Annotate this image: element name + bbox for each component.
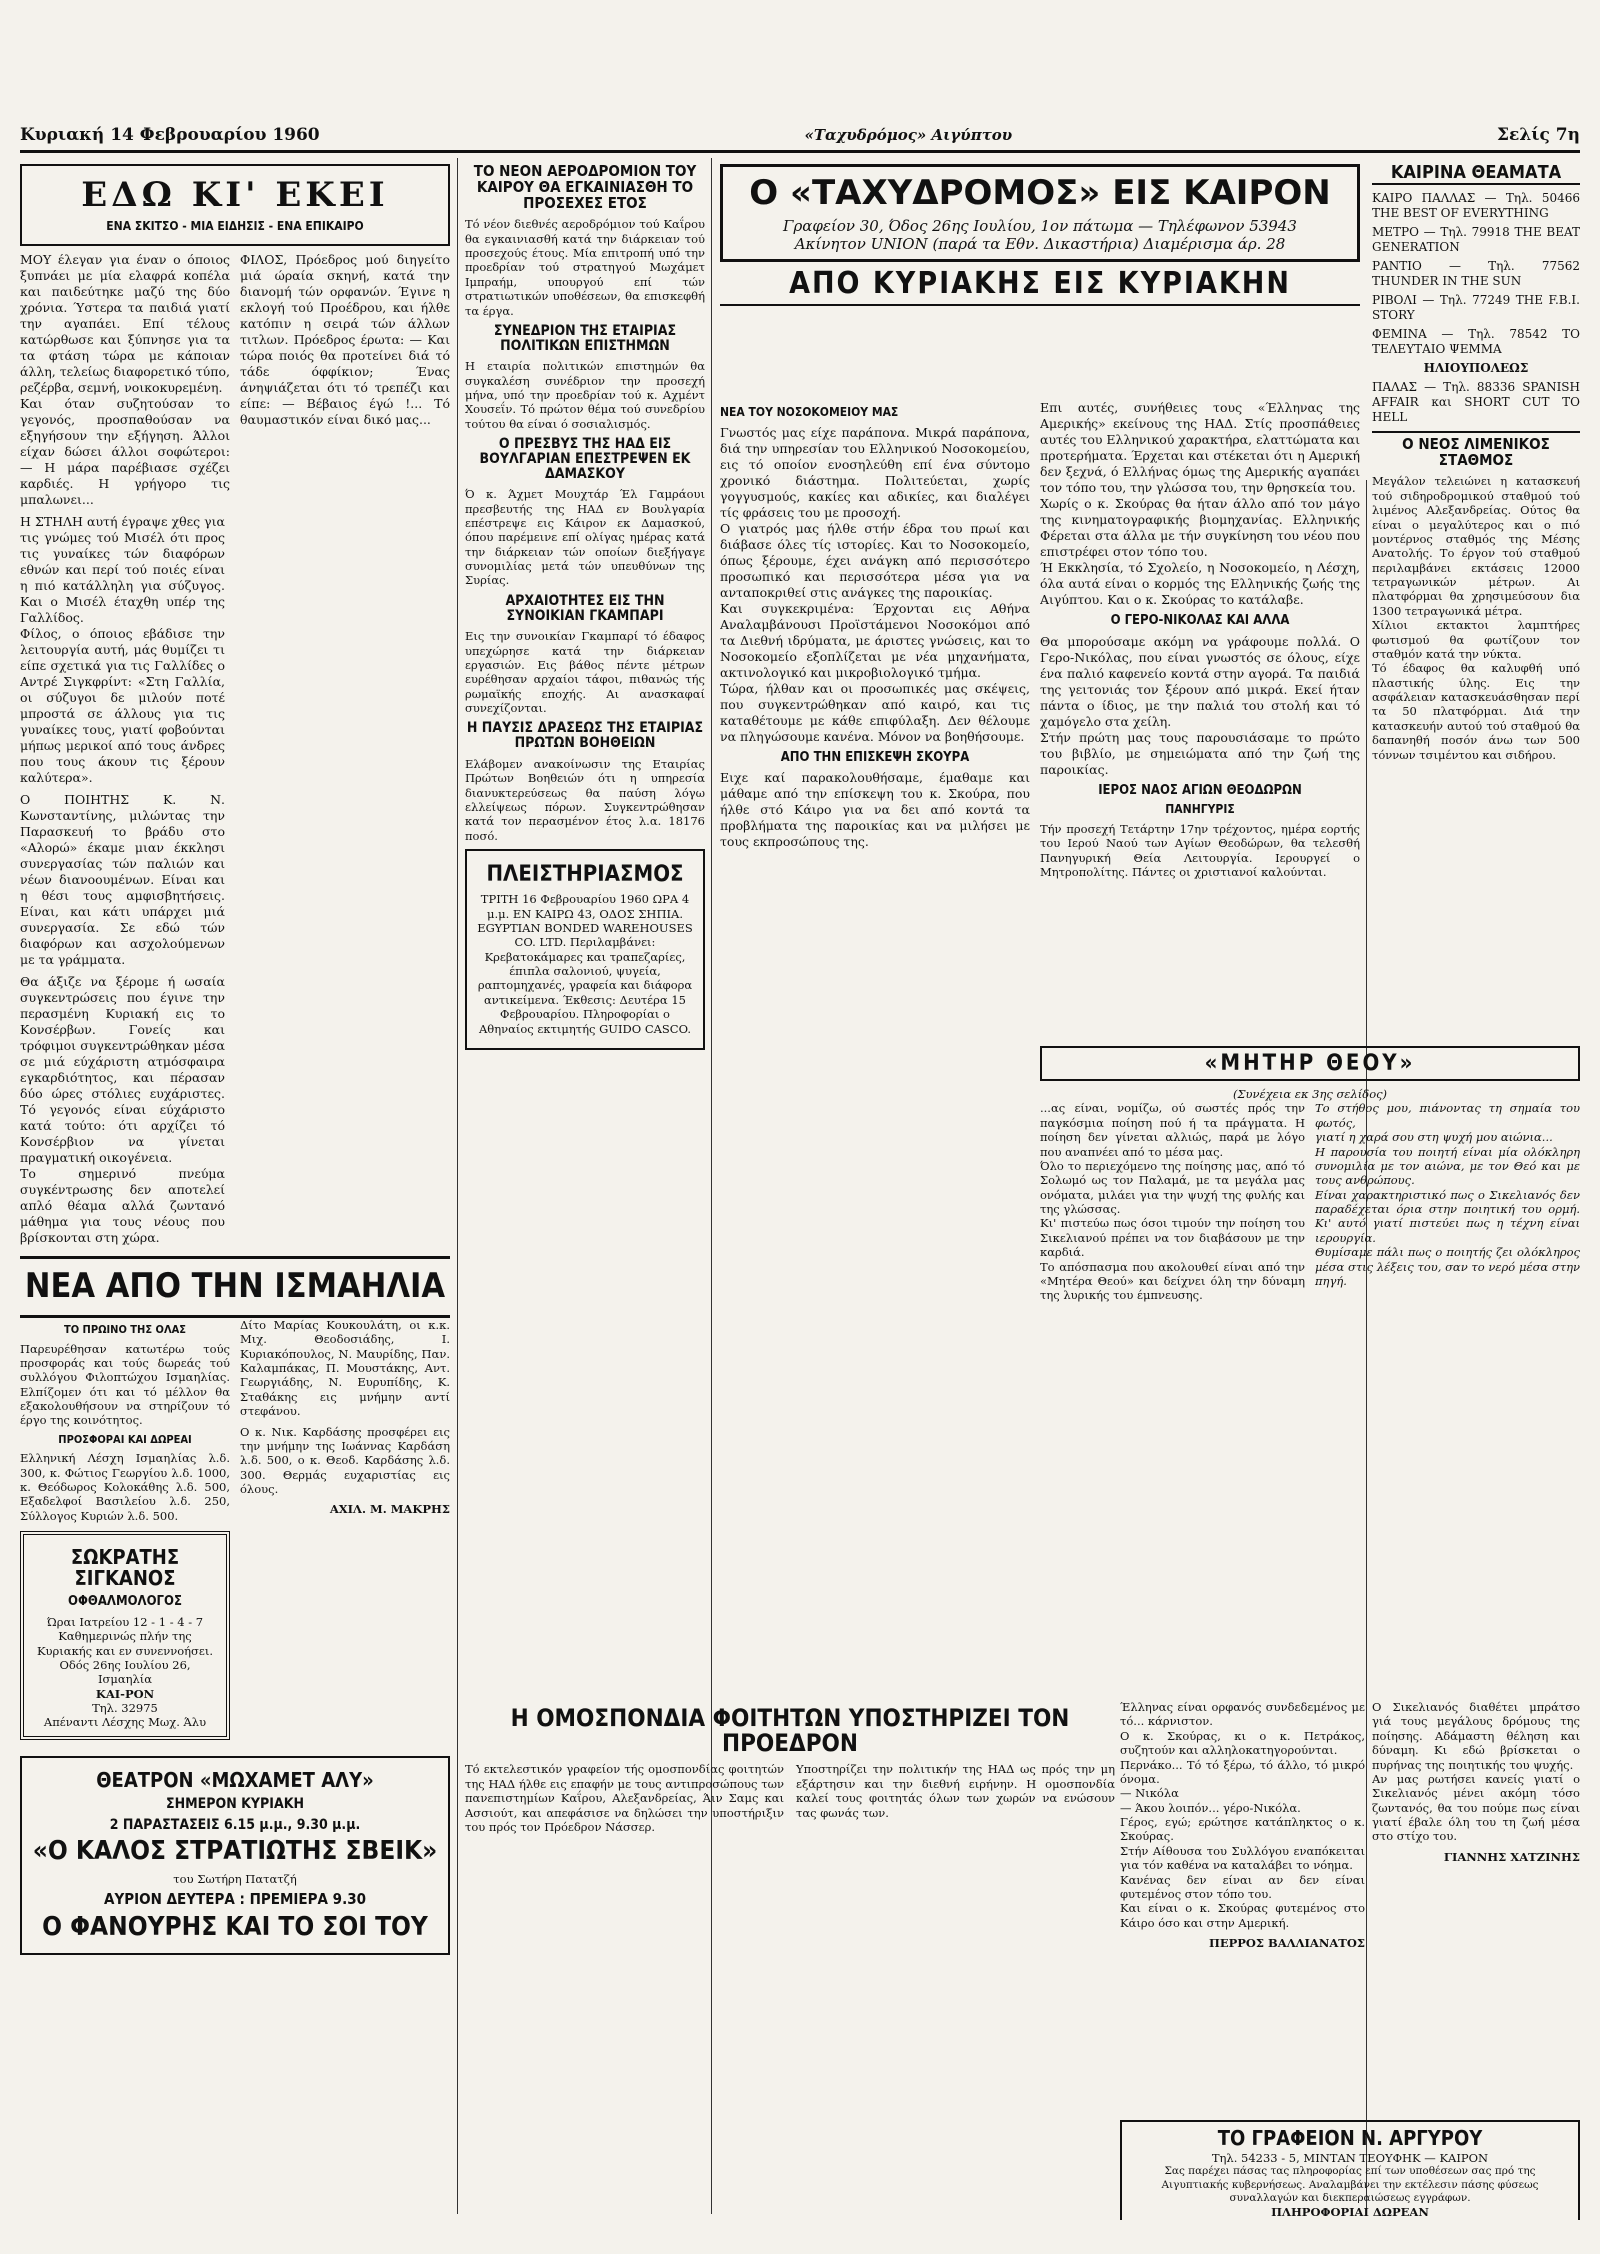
mitir-columns <box>1040 1101 1580 1308</box>
paysis-text: Ελάβομεν ανακοίνωσιν της Εταιρίας Πρώτων Βοηθειών ότι η υπηρεσία διανυκτερεύσεως θα παύση λόγω ελλείψεως πόρων. Συγκεντρώθησαν κατά τον περασμένον έτος λ.α. 18176 ποσό. <box>465 756 705 843</box>
theatro-day: ΣΗΜΕΡΟΝ ΚΥΡΙΑΚΗ <box>166 1795 304 1812</box>
presvis-title: Ο ΠΡΕΣΒΥΣ ΤΗΣ ΗΑΔ ΕΙΣ ΒΟΥΛΓΑΡΙΑΝ ΕΠΕΣΤΡΕΨΕΝ ΕΚ ΔΑΜΑΣΚΟΥ <box>479 436 691 482</box>
column-rule <box>457 158 458 2214</box>
sigkanos-location: Απέναντι Λέσχης Μωχ. Άλυ <box>43 1715 207 1730</box>
edo-paragraph: Η ΣΤΗΛΗ αυτή έγραψε χθες για τις γνώμες τού Μισέλ ότι προς τις γυναίκες τών διαφόρων εθνών και περί τού ποιές είναι η πιό κατάλληλη για σύζυγος. Και ο Μισέλ έταχθη υπέρ της Γαλλίδος. Φίλος, ο όποιος εβάδισε την λειτουργία αυτή, μάς θυμίζει τι είπε σχετικά για τις Γαλλίδες ο Αντρέ Σιγκφρίντ: «Στη Γαλλία, οι σύζυγοι δε μιλούν ποτέ μπροστά σε άλλους για τις γυναίκες τους, γιατί φοβούνται μήπως μερικοί από τους άνδρες που τους άκουν τις ξέρουν καλύτερα». <box>20 514 225 786</box>
theatro-next-play: Ο ΦΑΝΟΥΡΗΣ ΚΑΙ ΤΟ ΣΟΙ ΤΟΥ <box>42 1911 428 1942</box>
mitir-text: ...ας είναι, νομίζω, ού σωστές πρός την παγκόσμια ποίηση πού ή τα πράγματα. Η ποίηση δεν γίνεται αλλιώς, παρά με λόγο που αναπνέει από το μέσα μας. Όλο το περιεχόμενο της ποίησης μας, από τό Σολωμό ως τον Παλαμά, με τα μεγάλα μας ονόματα, μιλάει για την ψυχή της φυλής και της γλώσσας. Κι' πιστεύω πως όσοι τιμούν την ποίηση του Σικελιανού πρέπει να τον διαβάσουν με την καρδιά. Το απόσπασμα που ακολουθεί είναι από την «Μητέρα Θεού» και δείχνει όλη την δύναμη της λυρικής του έμπνευσης. <box>1040 1101 1305 1303</box>
column-left <box>20 158 450 2218</box>
arxaiotites-title: ΑΡΧΑΙΟΤΗΤΕΣ ΕΙΣ ΤΗΝ ΣΥΝΟΙΚΙΑΝ ΓΚΑΜΠΑΡΙ <box>505 592 665 624</box>
sigkanos-name: ΣΩΚΡΑΤΗΣ ΣΙΓΚΑΝΟΣ <box>70 1545 180 1591</box>
kyriaki-subheading: ΠΑΝΗΓΥΡΙΣ <box>1165 802 1235 817</box>
page-folio <box>20 120 1580 153</box>
mitir-title: «ΜΗΤΗΡ ΘΕΟΥ» <box>1040 1046 1580 1081</box>
edo-paragraph: Θα άξιζε να ξέρομε ή ωσαία συγκεντρώσεις που έγινε την περασμένη Κυριακή εις το Κονσέρβων. Γονείς και τρόφιμοι συγκεντρώθηκαν μέσα σε μιά εύχάριστη ατμόσφαιρα εγκαρδιότητος, και πέρασαν δύο ώρες στόλιες ευχάριστες. Τό γεγονός είναι εύχάριστο κατά τούτο: ότι αρχίζει τό Κονσέρβιον να γίνεται πραγματική οικογένεια. Το σημερινό πνεύμα συγκέντρωσης δεν αποτελεί απλό θέαμα αλλά ζωντανό μάθημα για τους νέους που βρίσκονται στη χώρα. <box>20 974 225 1246</box>
kyriaki-title: ΑΠΟ ΚΥΡΙΑΚΗΣ ΕΙΣ ΚΥΡΙΑΚΗΝ <box>720 268 1360 306</box>
mitir-intro: (Συνέχεια εκ 3ης σελίδος) <box>1232 1087 1388 1102</box>
omospondia-article <box>465 1700 1115 2210</box>
vasilis-column <box>1120 1700 1365 2110</box>
aerodromio-title: ΤΟ ΝΕΟΝ ΑΕΡΟΔΡΟΜΙΟΝ ΤΟΥ ΚΑΙΡΟΥ ΘΑ ΕΓΚΑΙΝΙΑΣΘΗ ΤΟ ΠΡΟΣΕΧΕΣ ΕΤΟΣ <box>473 162 697 212</box>
presvis-text: Ό κ. Άχμετ Μουχτάρ Έλ Γαμράουι πρεσβευτής της ΗΑΔ εν Βουλγαρία επέστρεψε εις Κάιρον εκ Δαμασκού, όπου παρέμεινε επί ολίγας ημέρας κατά την διάρκειαν τών οποίων διεξήγαγε συνομιλίας μετά τών υπευθύνων της Συρίας. <box>465 487 705 588</box>
sigkanos-text: Καθημερινώς πλήν της Κυριακής και εν συνεννοήσει. <box>36 1629 214 1658</box>
kyriaki-subheading: ΙΕΡΟΣ ΝΑΟΣ ΑΓΙΩΝ ΘΕΟΔΩΡΩΝ <box>1098 782 1302 798</box>
folio-masthead: «Ταχυδρόμος» Αιγύπτου <box>804 126 1013 144</box>
theamata-item: ΦΕΜΙΝΑ — Τηλ. 78542 ΤΟ ΤΕΛΕΥΤΑΙΟ ΨΕΜΜΑ <box>1372 326 1580 356</box>
vasilis-text: Έλληνας είναι ορφανός συνδεδεμένος με τό... κάρνιστον. Ο κ. Σκούρας, κι ο κ. Πετράκος, συζητούν και αλληλοκατηγορούνται. Περνάκο... Τό τό ξέρω, τό άλλο, τό μικρό όνομα. — Νικόλα — Άκου λοιπόν... γέρο-Νικόλα. Γέρος, εγώ; ερώτησε κατάπληκτος ο κ. Σκούρας. Στήν Αίθουσα του Συλλόγου εναπόκειται για τόν καθένα να καταλάβει το νόημα. Κανένας δεν είναι αν δεν είναι φυτεμένος στον τόπο του. Και είναι ο κ. Σκούρας φυτεμένος στο Κάιρο όσο και στην Αμερική. <box>1120 1700 1365 1930</box>
kyriaki-text: Επι αυτές, συνήθειες τους «Έλληνας της Αμερικής» εκείνους της ΗΑΔ. Στίς προσπάθειες αυτές του Ελληνικού χαρακτήρα, ελαττώματα και προτερήματα. Έρχεται και στέκεται ότι η Αμερική δεν ξεχνά, ό Ελλήνας όμως της Αμερικής αγαπάει τον τόπο του, την γλώσσα του, την θρησκεία του. Χωρίς ο κ. Σκούρας θα ήταν άλλο από τον μάγο της κινηματογραφικής βιομηχανίας. Ελληνικής Φέρεται στα άλλα με τήν συγκίνηση του νέου που επιστρέφει στον τόπο του. Ή Εκκλησία, τό Σχολείο, η Νοσοκομείο, η Λέσχη, όλα αυτά είναι ο κορμός της Ελληνικής ζωής της Αιγύπτου. Και ο κ. Σκούρας το κατάλαβε. <box>1040 400 1360 607</box>
taxydromos-box <box>720 164 1360 262</box>
theamata-item: ΠΑΛΑΣ — Τηλ. 88336 SPANISH AFFAIR και SHORT CUT TO HELL <box>1372 379 1580 424</box>
theamata-item: ΗΛΙΟΥΠΟΛΕΩΣ <box>1423 360 1529 375</box>
taxydromos-line1: Γραφείον 30, Όδος 26ης Ιουλίου, 1ον πάτωμα — Τηλέφωνον 53943 <box>783 217 1297 235</box>
kyriaki-text: Γνωστός μας είχε παράπονα. Μικρά παράπονα, διά την υπηρεσίαν του Ελληνικού Νοσοκομείου, εις τό οποίον ενοσηλεύθη επί ένα σύντομο χρονικό διάστημα. Πολιτεύεται, χωρίς γογγυσμούς, κακίες και αδικίες, και διαλέγει τίς φράσεις του με προσοχή. Ο γιατρός μας ήλθε στήν έδρα του πρωί και διάβασε όλες τίς ιστορίες. Και το Νοσοκομείο, όπως ξέρουμε, έχει ανάγκη από περισσότερο προσωπικό και περισσότερα μέσα για να ανταποκριθεί στις ανάγκες της παροικίας. Και συγκεκριμένα: Έρχονται εις Αθήνα Αναλαμβάνουσι Προϊστάμενοι Νοσοκόμοι από τα Διεθνή ιδρύματα, με άριστες γνώσεις, και το Νοσοκομείο εξοπλίζεται με νέα μηχανήματα, ακτινολογικό και μικροβιολογικό τμήμα. Τώρα, ήλθαν και οι προσωπικές μας σκέψεις, που συγκεντρώθηκαν από καιρό, και τις καταθέτουμε με κάθε επιφύλαξη. Δεν θέλουμε να πληγώσουμε κανένα. Μόνον να βοηθήσουμε. <box>720 424 1030 744</box>
mitir-theou-article <box>1040 1040 1580 1690</box>
nea-text: Παρευρέθησαν κατωτέρω τούς προσφοράς και τούς δωρεάς τού συλλόγου Φιλοπτώχου Ισμαηλίας. Ελπίζομεν ότι και τό μέλλον θα εξακολουθήσουν να στηρίζουν τό έργο της κοινότητος. <box>20 1341 230 1428</box>
nea-header <box>20 1256 450 1318</box>
taxydromos-title: Ο «ΤΑΧΥΔΡΟΜΟΣ» ΕΙΣ ΚΑΙΡΟΝ <box>749 173 1331 213</box>
edo-column-2: ΦΙΛΟΣ, Πρόεδρος μού διηγείτο μιά ώραία σκηνή, κατά την διανομή τών ορφανών. Έγινε η εκλογή τού Προέδρου, και ήλθε κατόπιν η σειρά τών άλλων τιτλων. Πρόεδρος έρωτα: — Και τώρα ποιός θα προτείνει διά τό τάδε όφφίκιον; Ένας άνηψιάζεται ότι τό τρεπέζι και είπε: — Βέβαιος έγώ !... Τό θαυμαστικόν είναι δικό μας... <box>240 252 450 428</box>
omospondia-title: Η ΟΜΟΣΠΟΝΔΙΑ ΦΟΙΤΗΤΩΝ ΥΠΟΣΤΗΡΙΖΕΙ ΤΟΝ ΠΡΟΕΔΡΟΝ <box>510 1704 1070 1758</box>
taxydromos-line2: Ακίνητον UNION (παρά τα Εθν. Δικαστήρια) Διαμέρισμα άρ. 28 <box>794 235 1286 253</box>
argyrou-ad <box>1120 2120 1580 2220</box>
theatro-ad <box>20 1756 450 1955</box>
theamata-title: ΚΑΙΡΙΝΑ ΘΕΑΜΑΤΑ <box>1372 164 1580 185</box>
theamata-item: ΡΙΒΟΛΙ — Τηλ. 77249 THE F.B.I. STORY <box>1372 292 1580 322</box>
theamata-item: ΚΑΙΡΟ ΠΑΛΛΑΣ — Τηλ. 50466 THE BEST OF EVERYTHING <box>1372 190 1580 220</box>
kyriaki-subheading: ΝΕΑ ΤΟΥ ΝΟΣΟΚΟΜΕΙΟΥ ΜΑΣ <box>720 405 899 419</box>
edo-title: ΕΔΩ ΚΙ' ΕΚΕΙ <box>81 175 389 215</box>
column-right <box>1372 158 1580 1158</box>
aerodromio-text: Τό νέον διεθνές αεροδρόμιον τού Καΐρου θα εγκαινιασθή κατά την διάρκειαν τού προσεχούς έτους. Μία επιτροπή υπό την προεδρίαν τού στρατηγού Μωχάμετ Ιμπραήμ, υπουργού επί τών στρατιωτικών υποθέσεων, θα επισκεφθή τα έργα. <box>465 217 705 318</box>
omospondia-text: Τό εκτελεστικόν γραφείον τής ομοσπονδίας φοιτητών της ΗΑΔ ήλθε εις επαφήν με τους αντιπροσώπους των πανεπιστημίων Καΐρου, Αλεξανδρείας, Άιν Σαμς και Ασσιούτ, και απεφάσισε να δηλώσει την υποστήριξιν του πρός τον Πρόεδρον Νάσσερ. <box>465 1762 784 1834</box>
kyriaki-subheading: ΑΠΟ ΤΗΝ ΕΠΙΣΚΕΨΗ ΣΚΟΥΡΑ <box>780 749 970 765</box>
argyrou-box <box>1120 2120 1580 2220</box>
edo-subtitle: ΕΝΑ ΣΚΙΤΣΟ - ΜΙΑ ΕΙΔΗΣΙΣ - ΕΝΑ ΕΠΙΚΑΙΡΟ <box>106 218 364 233</box>
theatro-play: «Ο ΚΑΛΟΣ ΣΤΡΑΤΙΩΤΗΣ ΣΒΕΙΚ» <box>32 1836 438 1867</box>
synedrio-text: Η εταιρία πολιτικών επιστημών θα συγκαλέση συνέδριον την προσεχή μήνα, υπό την προεδρίαν τού κ. Αχμέντ Χουσεΐν. Τό πρώτον θέμα τού συνεδρίου τούτου θα είναι ό σοσιαλισμός. <box>465 359 705 431</box>
theatro-shows: 2 ΠΑΡΑΣΤΑΣΕΙΣ 6.15 μ.μ., 9.30 μ.μ. <box>109 1816 361 1833</box>
omospondia-text: Υποστηρίζει την πολιτικήν της ΗΑΔ ως πρός την μη εξάρτησιν και την διεθνή ειρήνην. Η ομοσπονδία καλεί τους φοιτητάς όλων των χωρών να ενώσουν τας φωνάς των. <box>796 1762 1115 1820</box>
edo-column-1: ΜΟΥ έλεγαν για έναν ο όποιος ξυπνάει με μία ελαφρά κοπέλα και παιδεύτηκε μαζύ της δύο χρόνια. Ύστερα τα παιδιά γιατί την αγαπάει. Επί τέλους κατώρθωσε και ξύπνησε για τα τα φτάση τώρα με κάποιαν άλλη, τελείως διαφορετικό τύπο, ρεζέρβα, σεμνή, νοικοκυρεμένη. Και όταν συζητούσαν το γεγονός, προσπαθούσαν να εξηγήσουν την εξήγηση. Άλλοι είχαν δώσει άλλοι σοφώτεροι: — Η μάρα παρέβιασε σχέζει καρδιές. Η γρήγορο τις μπαλωνει... <box>20 252 230 508</box>
edo-columns <box>20 252 450 514</box>
nea-text: Ο κ. Νικ. Καρδάσης προσφέρει εις την μνήμην της Ιωάννας Καρδάση λ.δ. 500, ο κ. Θεοδ. Καρδάσης λ.δ. 300. Θερμάς ευχαριστίας εις όλους. <box>240 1424 450 1497</box>
theatro-author: του Σωτήρη Πατατζή <box>173 1871 297 1886</box>
nea-subheading: ΤΟ ΠΡΩΙΝΟ ΤΗΣ ΟΛΑΣ <box>63 1322 187 1336</box>
kyriaki-text: Ειχε καί παρακολουθήσαμε, έμαθαμε και μάθαμε από την επίσκεψη του κ. Σκούρα, που ήλθε στό Κάιρο για να δει από κοντά τα προβλήματα της παροικίας και να μιλήσει με τους εκπροσώπους της. <box>720 770 1030 850</box>
argyrou-address: Τηλ. 54233 - 5, ΜΙΝΤΑΝ ΤΕΟΥΦΗΚ — ΚΑΙΡΟΝ <box>1211 2151 1489 2165</box>
argyrou-text: Σας παρέχει πάσας τας πληροφορίας επί των υποθέσεων σας πρό της Αιγυπτιακής κυβερνήσεως. Αναλαμβάνει την εκτέλεσιν πάσης φύσεως συναλλαγών και διεκπεραιώσεως εγγράφων. <box>1161 2165 1539 2204</box>
nea-text: Δίτο Μαρίας Κουκουλάτη, οι κ.κ. Μιχ. Θεοδοσιάδης, Ι. Κυριακόπουλος, Ν. Μαυρίδης, Παν. Καλαμπάκας, Π. Μουστάκης, Αντ. Γεωργιάδης, Ν. Ευρυπίδης, Κ. Σταθάκης εις μνήμην αντί στεφάνου. <box>240 1317 450 1419</box>
mitir-signature: ΓΙΑΝΝΗΣ ΧΑΤΖΙΝΗΣ <box>1443 1849 1580 1864</box>
pleistiriasmos-text: ΤΡΙΤΗ 16 Φεβρουαρίου 1960 ΩΡΑ 4 μ.μ. ΕΝ ΚΑΙΡΩ 43, ΟΔΟΣ ΣΗΠΙΑ. EGYPTIAN BONDED WAREHOUSES CO. LTD. Περιλαμβάνει: Κρεβατοκάμαρες και τραπεζαρίες, έπιπλα σαλονιού, ψυγεία, ραπτομηχανές, γραφεία και διάφορα αντικείμενα. Έκθεσις: Δευτέρα 15 Φεβρουαρίου. Πληροφορίαι ο Αθηναίος εκτιμητής GUIDO CASCO. <box>477 892 693 1036</box>
edo-kiekei-box <box>20 164 450 246</box>
kyriaki-text: Τήν προσεχή Τετάρτην 17ην τρέχοντος, ημέρα εορτής του Ιερού Ναού των Αγίων Θεοδώρων, θα τελεσθή Πανηγυρική Θεία Λειτουργία. Ιερουργεί ο Μητροπολίτης. Πάντες οι χριστιανοί καλούνται. <box>1040 821 1360 879</box>
pleistiriasmos-box <box>465 849 705 1050</box>
mitir-text: Το στήθος μου, πιάνοντας τη σημαία του φωτός, γιατί η χαρά σου στη ψυχή μου αιώνια... Η παρουσία του ποιητή είναι μία ολόκληρη συνομιλία με τον αιώνα, με τον Θεό και με τους ανθρώπους. Είναι χαρακτηριστικό πως ο Σικελιανός δεν παραδέχεται όρια στην ποιητική του ορμή. Κι' αυτό γιατί πιστεύει πως η τέχνη είναι ιερουργία. Θυμίσαμε πάλι πως ο ποιητής ζει ολόκληρος μέσα στις λέξεις του, σαν το νερό μέσα στην πηγή. <box>1315 1101 1580 1288</box>
nea-subheading: ΠΡΟΣΦΟΡΑΙ ΚΑΙ ΔΩΡΕΑΙ <box>58 1432 192 1446</box>
sigkanos-title: ΟΦΘΑΛΜΟΛΟΓΟΣ <box>68 1594 182 1610</box>
argyrou-footer: ΠΛΗΡΟΦΟΡΙΑΙ ΔΩΡΕΑΝ <box>1271 2204 1429 2219</box>
sigkanos-hours: Ώραι Ιατρείου 12 - 1 - 4 - 7 <box>46 1614 204 1629</box>
omospondia-columns <box>465 1762 1115 1840</box>
sigkanos-phone: Τηλ. 32975 <box>92 1701 158 1716</box>
synedrio-title: ΣΥΝΕΔΡΙΟΝ ΤΗΣ ΕΤΑΙΡΙΑΣ ΠΟΛΙΤΙΚΩΝ ΕΠΙΣΤΗΜΩΝ <box>493 322 677 354</box>
edo-paragraph: Ο ΠΟΙΗΤΗΣ Κ. Ν. Κωνσταντίνης, μιλώντας την Παρασκευή το βράδυ στο «Αλορώ» έκαμε μιαν έκκλησι συνεργασίας τών παλιών και νέων διανοουμένων. Είναι και η θέσι τους αμφισβητήσεις. Είναι, και κάτι υπάρχει μιά συνεργασία. Σε εδώ τών διαφόρων και ασχολούμενων με τα γράμματα. <box>20 792 225 968</box>
kyriaki-text: Θα μπορούσαμε ακόμη να γράφουμε πολλά. Ο Γερο-Νικόλας, που είναι γνωστός σε όλους, είχε ένα παλιό καφενείο κοντά στην αγορά. Τα παιδιά της γειτονιάς τον ξέρουν από μικρά. Εκεί ήταν πάντα ο ίδιος, με την παλιά του στολή και τό χαμόγελο στα χείλη. Στήν πρώτη μας τους παρουσιάσαμε το πρώτο του βιβλίο, με σημειώματα από την ζωή της παροικίας. <box>1040 633 1360 777</box>
pleistiriasmos-title: ΠΛΕΙΣΤΗΡΙΑΣΜΟΣ <box>486 862 684 888</box>
theamata-item: ΜΕΤΡΟ — Τηλ. 79918 THE BEAT GENERATION <box>1372 224 1580 254</box>
stathmos-title: Ο ΝΕΟΣ ΛΙΜΕΝΙΚΟΣ ΣΤΑΘΜΟΣ <box>1372 431 1580 469</box>
sigkanos-city: ΚΑΙ-ΡΟΝ <box>95 1686 155 1701</box>
folio-page-number: Σελίς 7η <box>1497 125 1580 145</box>
taxydromos-banner <box>720 158 1360 398</box>
nea-col-1 <box>20 1318 230 1746</box>
kyriaki-subheading: Ο ΓΕΡΟ-ΝΙΚΟΛΑΣ ΚΑΙ ΑΛΛΑ <box>1110 613 1290 628</box>
nea-signature: ΑΧΙΛ. Μ. ΜΑΚΡΗΣ <box>329 1502 450 1517</box>
nea-text: Ελληνική Λέσχη Ισμαηλίας λ.δ. 300, κ. Φώτιος Γεωργίου λ.δ. 1000, κ. Θεόδωρος Κολοκάθης λ.δ. 500, Εξαδελφοί Βασιλείου λ.δ. 250, Σύλλογος Κυριών λ.δ. 500. <box>20 1451 230 1523</box>
sigkanos-ad <box>20 1531 230 1740</box>
theatro-premiere: ΑΥΡΙΟΝ ΔΕΥΤΕΡΑ : ΠΡΕΜΙΕΡΑ 9.30 <box>104 1889 366 1908</box>
paysis-title: Η ΠΑΥΣΙΣ ΔΡΑΣΕΩΣ ΤΗΣ ΕΤΑΙΡΙΑΣ ΠΡΩΤΩΝ ΒΟΗΘΕΙΩΝ <box>466 720 704 752</box>
folio-date: Κυριακή 14 Φεβρουαρίου 1960 <box>20 125 320 145</box>
argyrou-title: ΤΟ ΓΡΑΦΕΙΟΝ Ν. ΑΡΓΥΡΟΥ <box>1217 2126 1483 2150</box>
vasilis-signature: ΠΕΡΡΟΣ ΒΑΛΛΙΑΝΑΤΟΣ <box>1208 1936 1365 1950</box>
arxaiotites-text: Εις την συνοικίαν Γκαμπαρί τό έδαφος υπεχώρησε κατά την διάρκειαν εργασιών. Εις βάθος πέντε μέτρων ευρέθησαν αρχαίοι τάφοι, πιθανώς τής ρωμαϊκής εποχής. Αι ανασκαφαί συνεχίζονται. <box>465 629 705 716</box>
sigkanos-address: Οδός 26ης Ιουλίου 26, Ισμαηλία <box>59 1657 191 1687</box>
nea-title: ΝΕΑ ΑΠΟ ΤΗΝ ΙΣΜΑΗΛΙΑ <box>24 1266 446 1307</box>
stathmos-text: Μεγάλον τελειώνει η κατασκευή τού σιδηροδρομικού σταθμού τού λιμένος Αλεξανδρείας. Ούτος θα είναι ο μεγαλύτερος και ο πιό μοντέρνος σταθμός της Μέσης Ανατολής. Το έργον τού σταθμού περιλαμβάνει εκτάσεις 12000 τετραγωνικών μέτρων. Αι πλατφόρμαι θα χρησιμεύσουν δια 1300 τετραγωνικά μέτρα. Χίλιοι εκτακτοι λαμπτήρες φωτισμού θα φωτίζουν τον σταθμόν κατά την νύκτα. Τό έδαφος θα καλυφθή υπό πλαστικής ύλης. Εις την ασφάλειαν κατασκευάσθησαν περί τα 50 πλατφόρμαι. Διά την κατασκευήν αυτού τού σταθμού θα δαπανηθή ποσόν άνω των 500 τόννων τσιμέντου και σιδήρου. <box>1372 474 1580 762</box>
column-c <box>720 400 1030 1690</box>
theamata-item: ΡΑΝΤΙΟ — Τηλ. 77562 THUNDER IN THE SUN <box>1372 258 1580 288</box>
theatro-title: ΘΕΑΤΡΟΝ «ΜΩΧΑΜΕΤ ΑΛΥ» <box>96 1767 374 1792</box>
nea-col-2 <box>240 1318 450 1746</box>
mitir-continuation <box>1372 1700 1580 2110</box>
mitir-text: Ο Σικελιανός διαθέτει μπράτσο γιά τους μεγάλους δρόμους της ποίησης. Αδάμαστη θέληση και δύναμη. Κι εδώ βρίσκεται ο πυρήνας της ποιητικής του ψυχής. Αν μας ρωτήσει κανείς γιατί ο Σικελιανός μένει ακόμη τόσο ζωντανός, θα του πούμε πως είναι γιατί έβαλε όλη του τη ζωή μέσα στο στίχο του. <box>1372 1700 1580 1844</box>
nea-columns <box>20 1318 450 1746</box>
